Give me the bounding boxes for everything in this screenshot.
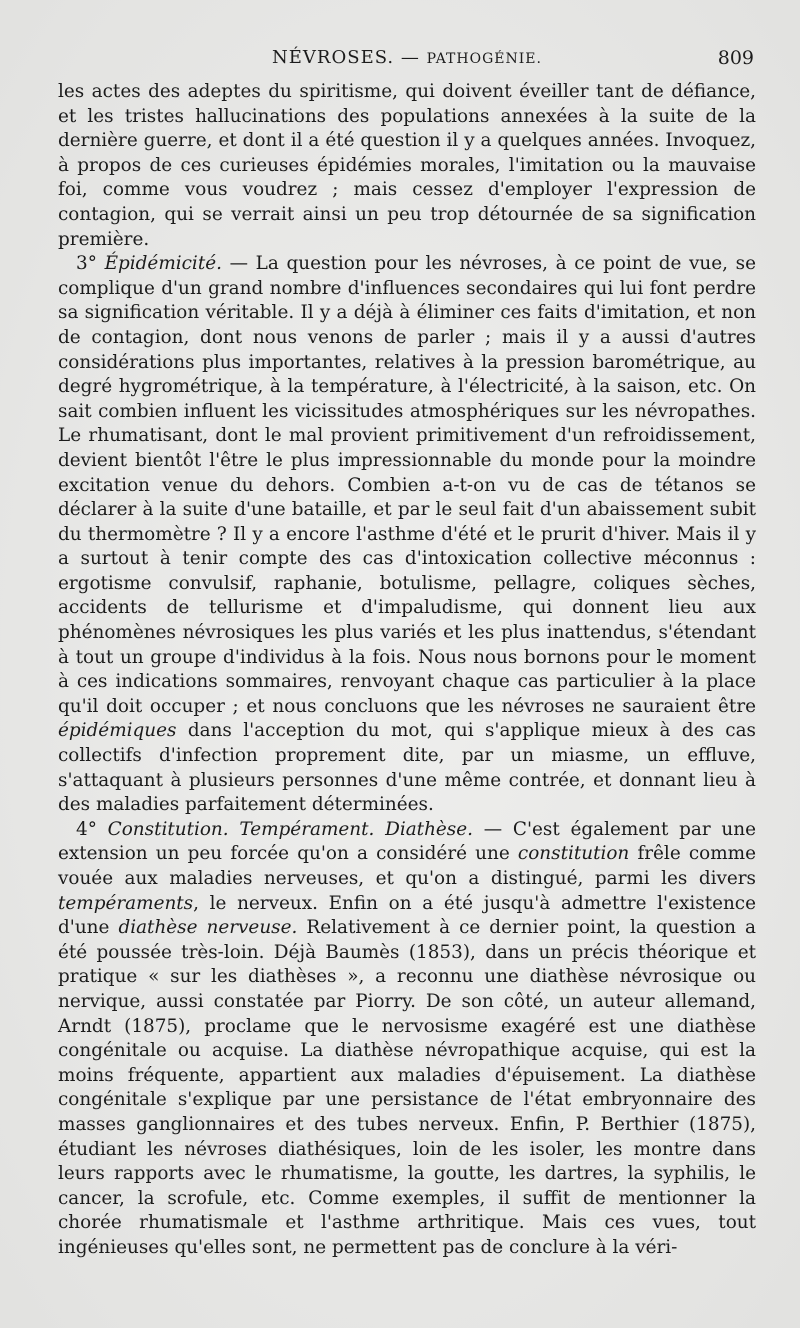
emphasis-diathese-nerveuse: diathèse nerveuse. (118, 917, 298, 939)
running-title (272, 44, 542, 73)
paragraph-2-text-end: dans l'acception du mot, qui s'applique mieux à des cas collectifs d'infection proprement dite, par un miasme, un effluve, s'attaquant à plusieurs personnes d'une même contrée, et donnant lieu à des maladies parfaitement déterminées. (58, 720, 756, 816)
running-title-main: NÉVROSES. — (272, 47, 427, 68)
section-number-3: 3° (76, 253, 105, 275)
paragraph-constitution (58, 818, 756, 1261)
emphasis-constitution: constitution (517, 843, 630, 865)
section-heading-constitution: Constitution. Tempérament. Diathèse. (107, 818, 473, 840)
paragraph-continuation (58, 80, 756, 252)
running-head (58, 44, 756, 80)
paragraph-2-text: — La question pour les névroses, à ce point de vue, se complique d'un grand nombre d'influences secondaires qui lui font perdre sa signification véritable. Il y a déjà à éliminer ces faits d'imitation, et non de contagion, dont nous venons de parler ; mais il y a aussi d'autres considérations plus importantes, relatives à la pression barométrique, au degré hygrométrique, à la température, à l'électricité, à la saison, etc. On sait combien influent les vicissitudes atmosphériques sur les névropathes. Le rhumatisant, dont le mal provient primitivement d'un refroidissement, devient bientôt l'être le plus impressionnable du monde pour la moindre excitation venue du dehors. Combien a-t-on vu de cas de tétanos se déclarer à la suite d'une bataille, et par le seul fait d'un abaissement subit du thermomètre ? Il y a encore l'asthme d'été et le prurit d'hiver. Mais il y a surtout à tenir compte des cas d'intoxication collective méconnus : ergotisme convulsif, raphanie, botulisme, pellagre, coliques sèches, accidents de tellurisme et d'impaludisme, qui donnent lieu aux phénomènes névrosiques les plus variés et les plus inattendus, s'étendant à tout un groupe d'individus à la fois. Nous nous bornons pour le moment à ces indications sommaires, renvoyant chaque cas particulier à la place qu'il doit occuper ; et nous concluons que les névroses ne sauraient être (58, 253, 756, 717)
paragraph-3-text: — C'est également par une extension un peu forcée qu'on a considéré une (58, 818, 756, 865)
emphasis-epidemiques: épidémiques (58, 720, 177, 742)
paragraph-3-text-3: , le nerveux. Enfin on a été jusqu'à admettre l'existence d'une (58, 892, 756, 939)
paragraph-1-text: les actes des adeptes du spiritisme, qui doivent éveiller tant de défiance, et les tristes hallucinations des populations annexées à la suite de la dernière guerre, et dont il a été question il y a quelques années. Invoquez, à propos de ces curieuses épidémies morales, l'imitation ou la mauvaise foi, comme vous voudrez ; mais cessez d'employer l'expression de contagion, qui se verrait ainsi un peu trop détournée de sa signification première. (58, 81, 756, 250)
emphasis-temperaments: tempéraments (58, 892, 194, 914)
section-number-4: 4° (76, 818, 108, 840)
running-title-sub: PATHOGÉNIE. (426, 51, 542, 67)
section-heading-epidemicite: Épidémicité. (104, 253, 222, 275)
paragraph-epidemicite (58, 252, 756, 818)
paragraph-3-text-4: Relativement à ce dernier point, la question a été poussée très-loin. Déjà Baumès (1853), dans un précis théorique et pratique « sur les diathèses », a reconnu une diathèse névrosique ou nervique, aussi constatée par Piorry. De son côté, un auteur allemand, Arndt (1875), proclame que le nervosisme exagéré est une diathèse congénitale ou acquise. La diathèse névropathique acquise, qui est la moins fréquente, appartient aux maladies d'épuisement. La diathèse congénitale s'explique par une persistance de l'état embryonnaire des masses ganglionnaires et des tubes nerveux. Enfin, P. Berthier (1875), étudiant les névroses diathésiques, loin de les isoler, les montre dans leurs rapports avec le rhumatisme, la goutte, les dartres, la syphilis, le cancer, la scrofule, etc. Comme exemples, il suffit de mentionner la chorée rhumatismale et l'asthme arthritique. Mais ces vues, tout ingénieuses qu'elles sont, ne permettent pas de conclure à la véri- (58, 917, 757, 1258)
paragraph-3-text-2: frêle comme vouée aux maladies nerveuses, et qu'on a distingué, parmi les divers (58, 843, 757, 889)
page-number: 809 (717, 47, 754, 69)
body-text (58, 80, 756, 1261)
